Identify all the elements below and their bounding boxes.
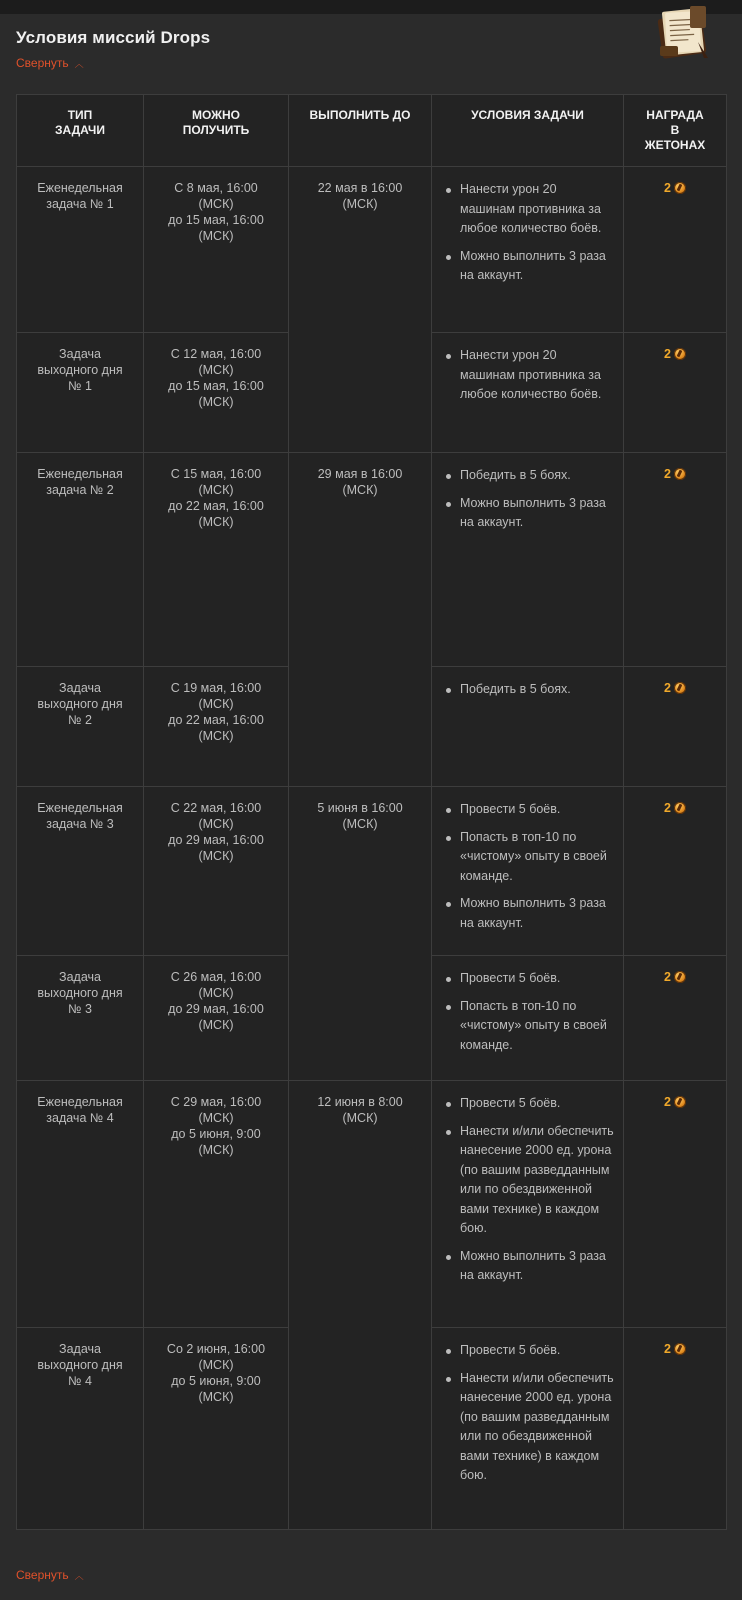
reward-value: 2 — [664, 1342, 671, 1356]
conditions-cell — [432, 167, 624, 333]
collapse-label: Свернуть — [16, 1568, 69, 1582]
token-icon — [674, 802, 686, 814]
condition-item: Победить в 5 боях. — [444, 466, 615, 486]
reward-cell — [624, 167, 727, 333]
condition-item: Можно выполнить 3 раза на аккаунт. — [444, 247, 615, 286]
reward-cell — [624, 333, 727, 453]
available-cell: С 29 мая, 16:00 (МСК) до 5 июня, 9:00 (МСК) — [144, 1081, 289, 1328]
reward-cell — [624, 453, 727, 667]
reward-cell — [624, 787, 727, 956]
conditions-cell — [432, 453, 624, 667]
deadline-cell: 12 июня в 8:00 (МСК) — [289, 1081, 432, 1530]
condition-item: Попасть в топ-10 по «чистому» опыту в своей команде. — [444, 828, 615, 887]
token-icon — [674, 1343, 686, 1355]
condition-item: Можно выполнить 3 раза на аккаунт. — [444, 494, 615, 533]
top-bar — [0, 0, 742, 14]
task-type-cell: Еженедельная задача № 3 — [17, 787, 144, 956]
token-icon — [674, 348, 686, 360]
condition-item: Победить в 5 боях. — [444, 680, 615, 700]
condition-item: Нанести урон 20 машинам противника за любое количество боёв. — [444, 180, 615, 239]
available-cell: С 19 мая, 16:00 (МСК) до 22 мая, 16:00 (МСК) — [144, 667, 289, 787]
available-cell: С 8 мая, 16:00 (МСК) до 15 мая, 16:00 (МСК) — [144, 167, 289, 333]
condition-item: Можно выполнить 3 раза на аккаунт. — [444, 1247, 615, 1286]
reward-value: 2 — [664, 681, 671, 695]
condition-item: Провести 5 боёв. — [444, 800, 615, 820]
task-type-cell: Задача выходного дня № 4 — [17, 1328, 144, 1530]
collapse-link-bottom[interactable] — [16, 1568, 84, 1582]
chevron-up-icon: ︿ — [74, 1571, 84, 1581]
token-icon — [674, 971, 686, 983]
available-cell: С 22 мая, 16:00 (МСК) до 29 мая, 16:00 (МСК) — [144, 787, 289, 956]
condition-item: Нанести урон 20 машинам противника за любое количество боёв. — [444, 346, 615, 405]
reward-cell — [624, 956, 727, 1081]
available-cell: С 12 мая, 16:00 (МСК) до 15 мая, 16:00 (МСК) — [144, 333, 289, 453]
token-icon — [674, 468, 686, 480]
header-reward: НАГРАДА В ЖЕТОНАХ — [624, 95, 727, 167]
header-deadline: ВЫПОЛНИТЬ ДО — [289, 95, 432, 167]
condition-item: Провести 5 боёв. — [444, 1341, 615, 1361]
token-icon — [674, 182, 686, 194]
table-row — [17, 167, 727, 333]
condition-item: Провести 5 боёв. — [444, 969, 615, 989]
task-type-cell: Задача выходного дня № 2 — [17, 667, 144, 787]
header-conditions: УСЛОВИЯ ЗАДАЧИ — [432, 95, 624, 167]
collapse-link-top[interactable] — [16, 56, 84, 70]
conditions-cell — [432, 787, 624, 956]
chevron-up-icon: ︿ — [74, 59, 84, 69]
header-available: МОЖНО ПОЛУЧИТЬ — [144, 95, 289, 167]
collapse-label: Свернуть — [16, 56, 69, 70]
task-type-cell: Еженедельная задача № 4 — [17, 1081, 144, 1328]
condition-item: Нанести и/или обеспечить нанесение 2000 ед. урона (по вашим разведданным или по обездвиженной вами технике) в каждом бою. — [444, 1122, 615, 1239]
token-icon — [674, 682, 686, 694]
condition-item: Нанести и/или обеспечить нанесение 2000 ед. урона (по вашим разведданным или по обездвиженной вами технике) в каждом бою. — [444, 1369, 615, 1486]
header-task-type: ТИП ЗАДАЧИ — [17, 95, 144, 167]
token-icon — [674, 1096, 686, 1108]
conditions-cell — [432, 956, 624, 1081]
table-row — [17, 1081, 727, 1328]
reward-cell — [624, 667, 727, 787]
deadline-cell: 5 июня в 16:00 (МСК) — [289, 787, 432, 1081]
conditions-cell — [432, 667, 624, 787]
reward-value: 2 — [664, 970, 671, 984]
table-header-row — [17, 95, 727, 167]
available-cell: С 26 мая, 16:00 (МСК) до 29 мая, 16:00 (МСК) — [144, 956, 289, 1081]
reward-value: 2 — [664, 181, 671, 195]
reward-cell — [624, 1081, 727, 1328]
reward-cell — [624, 1328, 727, 1530]
available-cell: Со 2 июня, 16:00 (МСК) до 5 июня, 9:00 (МСК) — [144, 1328, 289, 1530]
conditions-cell — [432, 333, 624, 453]
deadline-cell: 29 мая в 16:00 (МСК) — [289, 453, 432, 787]
reward-value: 2 — [664, 801, 671, 815]
deadline-cell: 22 мая в 16:00 (МСК) — [289, 167, 432, 453]
reward-value: 2 — [664, 467, 671, 481]
task-type-cell: Еженедельная задача № 2 — [17, 453, 144, 667]
missions-table — [16, 94, 727, 1530]
conditions-cell — [432, 1328, 624, 1530]
task-type-cell: Еженедельная задача № 1 — [17, 167, 144, 333]
reward-value: 2 — [664, 347, 671, 361]
task-type-cell: Задача выходного дня № 1 — [17, 333, 144, 453]
reward-value: 2 — [664, 1095, 671, 1109]
conditions-cell — [432, 1081, 624, 1328]
table-row — [17, 453, 727, 667]
table-row — [17, 787, 727, 956]
condition-item: Провести 5 боёв. — [444, 1094, 615, 1114]
available-cell: С 15 мая, 16:00 (МСК) до 22 мая, 16:00 (МСК) — [144, 453, 289, 667]
page-title: Условия миссий Drops — [16, 28, 211, 47]
mission-book-icon — [654, 2, 712, 60]
task-type-cell: Задача выходного дня № 3 — [17, 956, 144, 1081]
condition-item: Попасть в топ-10 по «чистому» опыту в своей команде. — [444, 997, 615, 1056]
condition-item: Можно выполнить 3 раза на аккаунт. — [444, 894, 615, 933]
